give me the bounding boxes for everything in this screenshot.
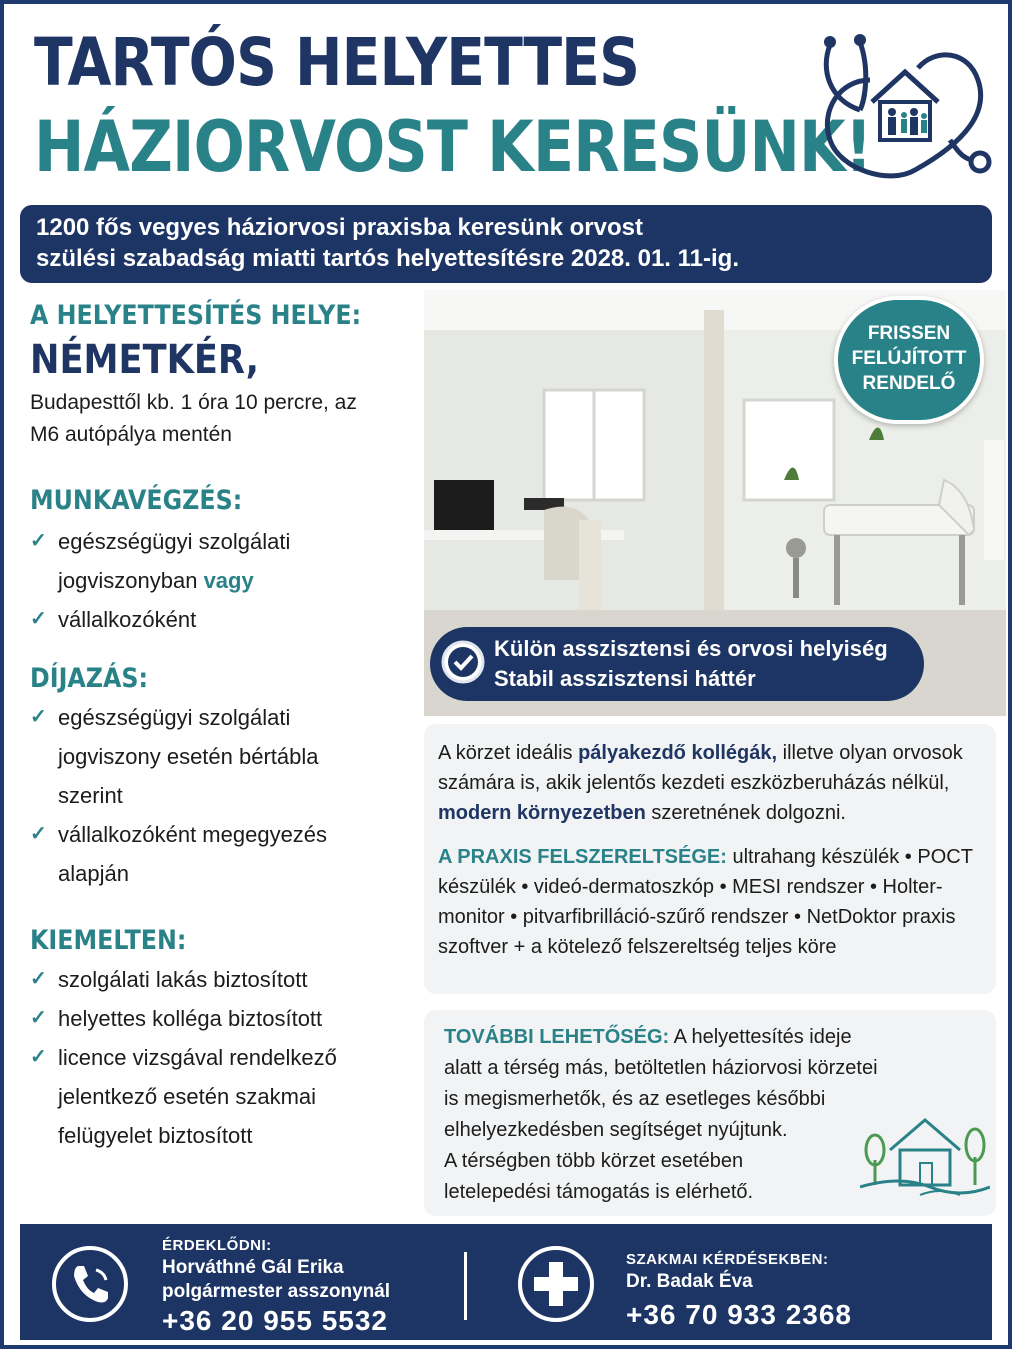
check-icon: ✓ xyxy=(30,608,47,630)
contact-1-phone[interactable]: +36 20 955 5532 xyxy=(162,1305,388,1336)
check-circle-icon xyxy=(440,639,486,685)
info-text: illetve olyan orvosok xyxy=(777,742,963,764)
more-label: TOVÁBBI LEHETŐSÉG: xyxy=(444,1026,670,1048)
equip-line-1 xyxy=(438,842,982,872)
phone-icon xyxy=(50,1244,130,1324)
pay-heading: DÍJAZÁS: xyxy=(30,663,149,694)
more-line-4: elhelyezkedésben segítséget nyújtunk. xyxy=(444,1119,788,1141)
location-city: NÉMETKÉR, xyxy=(30,337,260,383)
more-line-1 xyxy=(444,1022,996,1053)
equip-line-3: monitor • pitvarfibrilláció-szűrő rendszer • NetDoktor praxis xyxy=(438,906,956,928)
pay-item-2-line-2: alapján xyxy=(58,861,129,886)
badge-line-2: FELÚJÍTOTT xyxy=(851,348,967,369)
contact-2-phone[interactable]: +36 70 933 2368 xyxy=(626,1299,852,1330)
more-line-5: A térségben több körzet esetében xyxy=(444,1150,744,1172)
contact-1-role: polgármester asszonynál xyxy=(162,1281,391,1302)
medical-cross-icon xyxy=(516,1244,596,1324)
pay-item-2-line-1: vállalkozóként megegyezés xyxy=(58,822,328,847)
more-line-3: is megismerhetők, és az esetleges későbbi xyxy=(444,1088,826,1110)
renovated-badge xyxy=(834,296,984,424)
footer-divider xyxy=(464,1252,467,1320)
pay-item-1-line-2: jogviszony esetén bértábla xyxy=(58,744,319,769)
check-icon: ✓ xyxy=(30,823,47,845)
house-landscape-icon xyxy=(860,1095,990,1200)
check-icon: ✓ xyxy=(30,706,47,728)
highlights-list xyxy=(30,960,410,1155)
badge-line-3: RENDELŐ xyxy=(862,373,956,394)
list-item xyxy=(30,1038,410,1155)
check-icon: ✓ xyxy=(30,968,47,990)
feature-pill xyxy=(430,627,924,701)
highlight-item-1: szolgálati lakás biztosított xyxy=(58,967,308,992)
more-line-2: alatt a térség más, betöltetlen háziorvosi körzetei xyxy=(444,1057,878,1079)
info-highlight: modern környezetben xyxy=(438,802,646,824)
highlight-item-3-line-2: jelentkező esetén szakmai xyxy=(58,1084,317,1109)
left-column xyxy=(30,300,410,1155)
contact-2-name: Dr. Badak Éva xyxy=(626,1271,753,1292)
location-desc-line-2: M6 autópálya mentén xyxy=(30,423,232,446)
more-line-6: letelepedési támogatás is elérhető. xyxy=(444,1181,754,1203)
stethoscope-house-icon xyxy=(800,20,1000,190)
info-line-3 xyxy=(438,798,982,828)
contact-1-name: Horváthné Gál Erika xyxy=(162,1257,344,1278)
contact-footer xyxy=(20,1224,992,1340)
list-item xyxy=(30,698,410,815)
list-item xyxy=(30,960,410,999)
pay-item-1-line-1: egészségügyi szolgálati xyxy=(58,705,291,730)
highlight-item-2: helyettes kolléga biztosított xyxy=(58,1006,323,1031)
info-text: szeretnének dolgozni. xyxy=(645,802,846,824)
title-line-2: HÁZIORVOST KERESÜNK! xyxy=(34,106,872,188)
pill-line-1: Külön asszisztensi és orvosi helyiség xyxy=(494,636,888,661)
highlight-item-3-line-3: felügyelet biztosított xyxy=(58,1123,253,1148)
more-text: A helyettesítés ideje xyxy=(669,1026,852,1048)
info-text: A körzet ideális xyxy=(438,742,579,764)
work-heading: MUNKAVÉGZÉS: xyxy=(30,485,243,516)
contact-1 xyxy=(162,1236,390,1338)
work-item-1-line-1: egészségügyi szolgálati xyxy=(58,529,291,554)
banner-line-1: 1200 fős vegyes háziorvosi praxisba keresünk orvost xyxy=(36,214,643,241)
contact-2 xyxy=(626,1250,852,1332)
highlights-heading: KIEMELTEN: xyxy=(30,925,187,956)
check-icon: ✓ xyxy=(30,530,47,552)
contact-1-label: ÉRDEKLŐDNI: xyxy=(162,1237,272,1254)
pill-line-2: Stabil asszisztensi háttér xyxy=(494,666,756,691)
work-item-1-highlight: vagy xyxy=(203,568,254,593)
location-heading: A HELYETTESÍTÉS HELYE: xyxy=(30,300,362,331)
intro-banner xyxy=(20,205,992,283)
list-item xyxy=(30,522,410,600)
pay-item-1-line-3: szerint xyxy=(58,783,123,808)
info-line-2: számára is, akik jelentős kezdeti eszközberuházás nélkül, xyxy=(438,772,950,794)
work-item-1-line-2: jogviszonyban xyxy=(58,568,198,593)
list-item xyxy=(30,999,410,1038)
equip-line-4: szoftver + a kötelező felszereltség teljes köre xyxy=(438,936,837,958)
list-item xyxy=(30,600,410,639)
info-line-1 xyxy=(438,738,982,768)
location-desc xyxy=(30,387,410,451)
list-item xyxy=(30,815,410,893)
info-box xyxy=(424,724,996,994)
info-highlight: pályakezdő kollégák, xyxy=(578,742,778,764)
badge-line-1: FRISSEN xyxy=(867,323,951,344)
pay-list xyxy=(30,698,410,893)
banner-line-2: szülési szabadság miatti tartós helyettesítésre 2028. 01. 11-ig. xyxy=(36,245,739,272)
equip-text: ultrahang készülék • POCT xyxy=(726,846,973,868)
equip-label: A PRAXIS FELSZERELTSÉGE: xyxy=(438,846,727,868)
check-icon: ✓ xyxy=(30,1007,47,1029)
work-list xyxy=(30,522,410,639)
equip-line-2: készülék • videó-dermatoszkóp • MESI rendszer • Holter- xyxy=(438,876,943,898)
location-desc-line-1: Budapesttől kb. 1 óra 10 percre, az xyxy=(30,391,357,414)
check-icon: ✓ xyxy=(30,1046,47,1068)
work-item-2: vállalkozóként xyxy=(58,607,197,632)
title-line-1: TARTÓS HELYETTES xyxy=(34,24,640,101)
contact-2-label: SZAKMAI KÉRDÉSEKBEN: xyxy=(626,1251,829,1268)
highlight-item-3-line-1: licence vizsgával rendelkező xyxy=(58,1045,337,1070)
